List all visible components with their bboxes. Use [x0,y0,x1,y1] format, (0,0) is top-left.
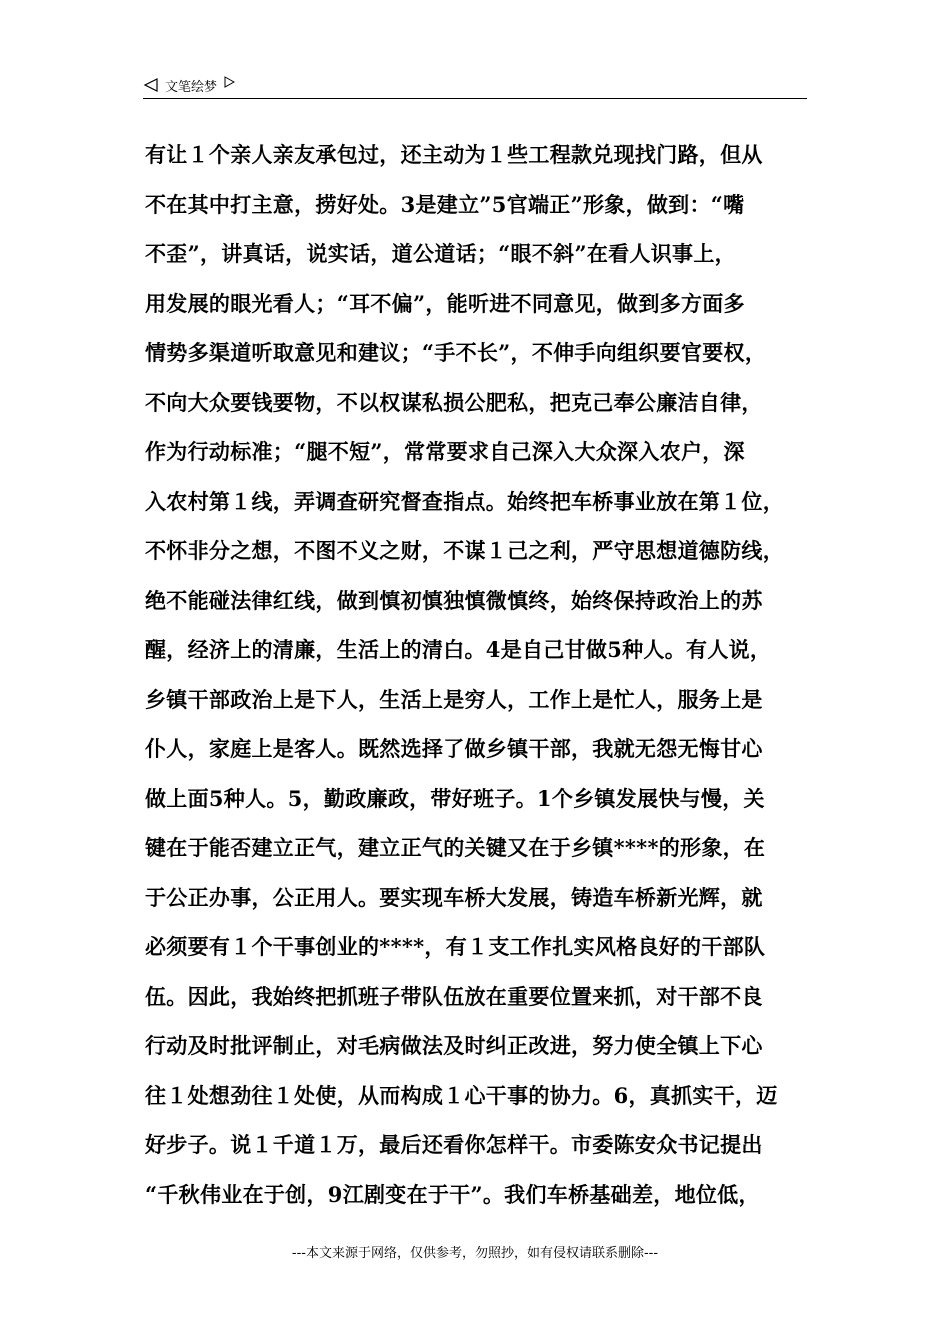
body-line: “千秋伟业在于创，9江剧变在于干”。我们车桥基础差，地位低， [145,1181,760,1207]
body-line: 用发展的眼光看人；“耳不偏”，能听进不同意见，做到多方面多 [145,290,745,316]
body-line: 仆人，家庭上是客人。既然选择了做乡镇干部，我就无怨无悔甘心 [145,736,763,761]
body-line: 必须要有１个干事创业的****，有１支工作扎实风格良好的干部队 [145,934,766,959]
body-line: 醒，经济上的清廉，生活上的清白。4是自己甘做5种人。有人说， [145,637,772,662]
document-body [145,130,825,1219]
body-line: 绝不能碰法律红线，做到慎初慎独慎微慎终，始终保持政治上的苏 [145,587,763,613]
body-line: 键在于能否建立正气，建立正气的关键又在于乡镇****的形象，在 [145,835,766,860]
body-line: 有让１个亲人亲友承包过，还主动为１些工程款兑现找门路，但从 [145,142,763,167]
header-brand: 文笔绘梦 [165,79,218,95]
body-line: 入农村第１线，弄调查研究督查指点。始终把车桥事业放在第１位， [145,488,784,514]
body-line: 于公正办事，公正用人。要实现车桥大发展，铸造车桥新光辉，就 [145,884,763,910]
body-line: 伍。因此，我始终把抓班子带队伍放在重要位置来抓，对干部不良 [145,983,763,1009]
body-line: 行动及时批评制止，对毛病做法及时纠正改进，努力使全镇上下心 [145,1033,763,1058]
triangle-right-icon [223,76,235,88]
body-line: 不歪”，讲真话，说实话，道公道话；“眼不斜”在看人识事上， [145,241,736,266]
triangle-left-icon [143,77,159,93]
body-line: 不在其中打主意，捞好处。3是建立”5官端正”形象，做到：“嘴 [145,191,745,217]
body-line: 乡镇干部政治上是下人，生活上是穷人，工作上是忙人，服务上是 [145,686,763,712]
body-line: 情势多渠道听取意见和建议；“手不长”，不伸手向组织要官要权， [145,340,767,365]
body-line: 不向大众要钱要物，不以权谋私损公肥私，把克己奉公廉洁自律， [145,389,763,415]
body-line: 往１处想劲往１处使，从而构成１心干事的协力。6，真抓实干，迈 [145,1082,778,1108]
page-header [143,74,807,96]
header-divider [143,98,807,99]
footer-disclaimer: ---本文来源于网络，仅供参考，勿照抄，如有侵权请联系删除--- [291,1246,659,1261]
body-line: 好步子。说１千道１万，最后还看你怎样干。市委陈安众书记提出 [145,1132,763,1157]
body-line: 不怀非分之想，不图不义之财，不谋１己之利，严守思想道德防线， [145,538,784,563]
body-line: 作为行动标准；“腿不短”，常常要求自己深入大众深入农户，深 [145,439,745,464]
body-line: 做上面5种人。5，勤政廉政，带好班子。1个乡镇发展快与慢，关 [145,785,765,811]
